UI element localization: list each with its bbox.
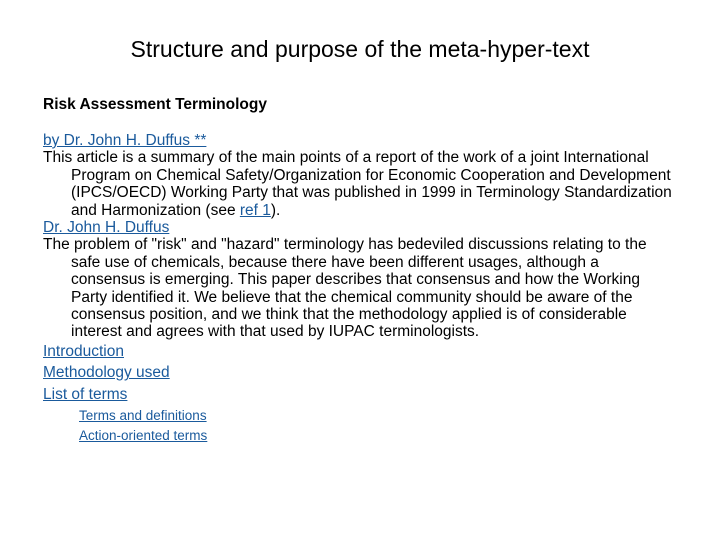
- author-link[interactable]: Dr. John H. Duffus: [43, 219, 170, 237]
- action-oriented-terms-link[interactable]: Action-oriented terms: [79, 428, 208, 444]
- terms-sublist: [43, 406, 673, 446]
- section-links: [43, 341, 673, 406]
- methodology-link[interactable]: Methodology used: [43, 364, 170, 382]
- list-of-terms-link[interactable]: List of terms: [43, 385, 128, 403]
- terms-definitions-link[interactable]: Terms and definitions: [79, 408, 207, 424]
- article-content: [43, 132, 673, 446]
- ref-1-link[interactable]: ref 1: [239, 201, 271, 219]
- summary-paragraph: [43, 149, 673, 219]
- problem-paragraph: The problem of "risk" and "hazard" terminology has bedeviled discussions relating to the safe use of chemicals, because there have been different usages, although a consensus is emerging. This paper describes that consensus and how the Working Party identified it. We believe that the chemical community should be aware of the consensus position, and we think that the methodology applied is of considerable interest and agrees with that used by IUPAC terminologists.: [43, 236, 647, 341]
- section-heading: Risk Assessment Terminology: [43, 96, 267, 113]
- slide-title: Structure and purpose of the meta-hyper-text: [130, 36, 590, 62]
- introduction-link[interactable]: Introduction: [43, 342, 124, 360]
- summary-end: ).: [270, 201, 281, 219]
- summary-text: This article is a summary of the main points of a report of the work of a joint International Program on Chemical Safety/Organization for Economic Cooperation and Development (IPCS/OECD) Working Party that was published in 1999 in Terminology Standardization and Harmonization (see: [43, 149, 672, 219]
- byline-link[interactable]: by Dr. John H. Duffus **: [43, 132, 207, 149]
